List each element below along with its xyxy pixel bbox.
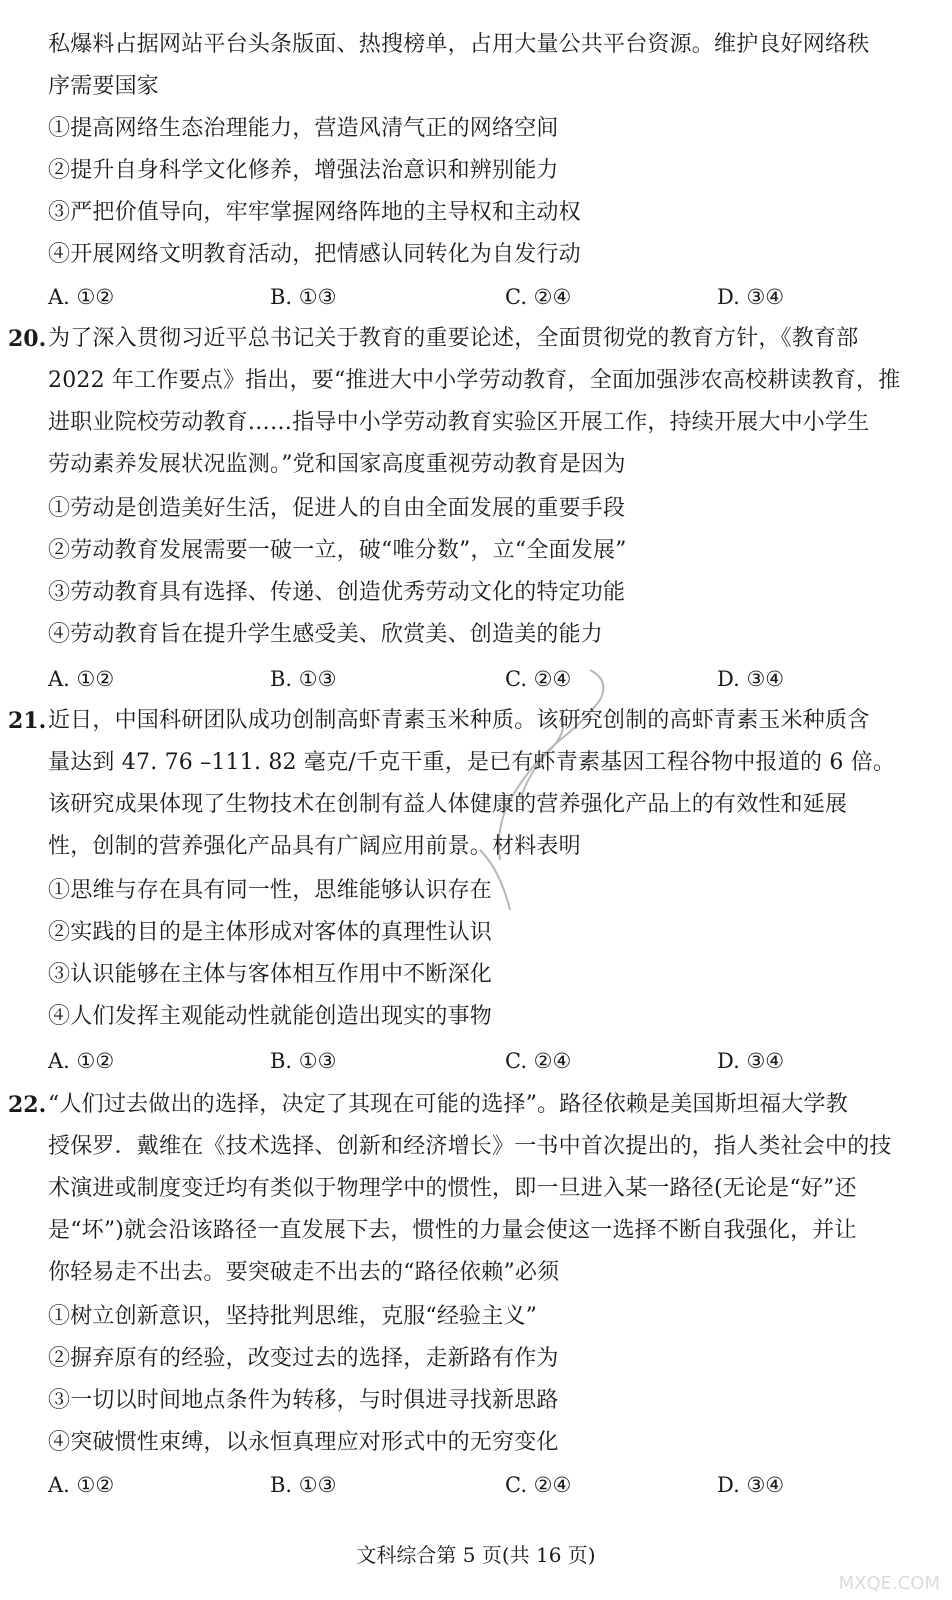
q21-item-2: ②实践的目的是主体形成对客体的真理性认识 bbox=[48, 920, 493, 945]
q21-stem-line-2: 量达到 47. 76 –111. 82 毫克/千克干重，是已有虾青素基因工程谷物中报道的 6 倍。 bbox=[48, 750, 896, 775]
q22-number: 22. bbox=[8, 1092, 47, 1118]
site-watermark: MXQE.COM bbox=[838, 1573, 940, 1594]
q19-option-b: B. ①③ bbox=[270, 285, 337, 309]
q22-stem-line-4: 是“坏”)就会沿该路径一直发展下去，惯性的力量会使这一选择不断自我强化，并让 bbox=[48, 1218, 857, 1243]
q21-option-a: A. ①② bbox=[48, 1049, 115, 1073]
q20-option-a: A. ①② bbox=[48, 667, 115, 691]
q20-item-2: ②劳动教育发展需要一破一立，破“唯分数”，立“全面发展” bbox=[48, 538, 627, 563]
q22-option-a: A. ①② bbox=[48, 1473, 115, 1497]
q21-stem-line-4: 性，创制的营养强化产品具有广阔应用前景。材料表明 bbox=[48, 834, 581, 859]
q22-item-2: ②摒弃原有的经验，改变过去的选择，走新路有作为 bbox=[48, 1346, 559, 1371]
q20-item-3: ③劳动教育具有选择、传递、创造优秀劳动文化的特定功能 bbox=[48, 580, 626, 605]
q21-item-4: ④人们发挥主观能动性就能创造出现实的事物 bbox=[48, 1004, 493, 1029]
q20-item-1: ①劳动是创造美好生活，促进人的自由全面发展的重要手段 bbox=[48, 496, 626, 521]
q20-option-c: C. ②④ bbox=[505, 667, 572, 691]
q21-item-3: ③认识能够在主体与客体相互作用中不断深化 bbox=[48, 962, 493, 987]
q22-stem-line-5: 你轻易走不出去。要突破走不出去的“路径依赖”必须 bbox=[48, 1260, 560, 1285]
q19-option-d: D. ③④ bbox=[717, 285, 785, 309]
q21-stem-line-3: 该研究成果体现了生物技术在创制有益人体健康的营养强化产品上的有效性和延展 bbox=[48, 792, 848, 817]
q20-stem-line-1: 为了深入贯彻习近平总书记关于教育的重要论述，全面贯彻党的教育方针，《教育部 bbox=[48, 326, 859, 351]
q20-stem-line-2: 2022 年工作要点》指出，要“推进大中小学劳动教育，全面加强涉农高校耕读教育，推 bbox=[48, 368, 901, 393]
q20-option-d: D. ③④ bbox=[717, 667, 785, 691]
q22-option-d: D. ③④ bbox=[717, 1473, 785, 1497]
q22-option-c: C. ②④ bbox=[505, 1473, 572, 1497]
q19-stem-line-2: 序需要国家 bbox=[48, 74, 160, 99]
q19-item-4: ④开展网络文明教育活动，把情感认同转化为自发行动 bbox=[48, 242, 581, 267]
q19-stem-line-1: 私爆料占据网站平台头条版面、热搜榜单，占用大量公共平台资源。维护良好网络秩 bbox=[48, 32, 870, 57]
q20-number: 20. bbox=[8, 326, 47, 352]
q22-item-1: ①树立创新意识，坚持批判思维，克服“经验主义” bbox=[48, 1304, 538, 1329]
q22-item-4: ④突破惯性束缚，以永恒真理应对形式中的无穷变化 bbox=[48, 1430, 559, 1455]
q19-option-a: A. ①② bbox=[48, 285, 115, 309]
q21-number: 21. bbox=[8, 708, 47, 734]
q22-option-b: B. ①③ bbox=[270, 1473, 337, 1497]
q22-item-3: ③一切以时间地点条件为转移，与时俱进寻找新思路 bbox=[48, 1388, 559, 1413]
q21-stem-line-1: 近日，中国科研团队成功创制高虾青素玉米种质。该研究创制的高虾青素玉米种质含 bbox=[48, 708, 870, 733]
q20-stem-line-4: 劳动素养发展状况监测。”党和国家高度重视劳动教育是因为 bbox=[48, 452, 626, 477]
q22-stem-line-3: 术演进或制度变迁均有类似于物理学中的惯性，即一旦进入某一路径(无论是“好”还 bbox=[48, 1176, 857, 1201]
q20-item-4: ④劳动教育旨在提升学生感受美、欣赏美、创造美的能力 bbox=[48, 622, 604, 647]
q21-option-d: D. ③④ bbox=[717, 1049, 785, 1073]
q19-item-1: ①提高网络生态治理能力，营造风清气正的网络空间 bbox=[48, 116, 559, 141]
page-footer: 文科综合第 5 页(共 16 页) bbox=[356, 1543, 596, 1567]
q20-stem-line-3: 进职业院校劳动教育……指导中小学劳动教育实验区开展工作，持续开展大中小学生 bbox=[48, 410, 870, 435]
q22-stem-line-2: 授保罗．戴维在《技术选择、创新和经济增长》一书中首次提出的，指人类社会中的技 bbox=[48, 1134, 892, 1159]
handwritten-stamp-mark bbox=[440, 650, 670, 950]
q20-option-b: B. ①③ bbox=[270, 667, 337, 691]
q19-item-3: ③严把价值导向，牢牢掌握网络阵地的主导权和主动权 bbox=[48, 200, 581, 225]
q21-item-1: ①思维与存在具有同一性，思维能够认识存在 bbox=[48, 878, 493, 903]
q19-option-c: C. ②④ bbox=[505, 285, 572, 309]
q21-option-c: C. ②④ bbox=[505, 1049, 572, 1073]
q22-stem-line-1: “人们过去做出的选择，决定了其现在可能的选择”。路径依赖是美国斯坦福大学教 bbox=[48, 1092, 848, 1117]
q19-item-2: ②提升自身科学文化修养，增强法治意识和辨别能力 bbox=[48, 158, 559, 183]
q21-option-b: B. ①③ bbox=[270, 1049, 337, 1073]
